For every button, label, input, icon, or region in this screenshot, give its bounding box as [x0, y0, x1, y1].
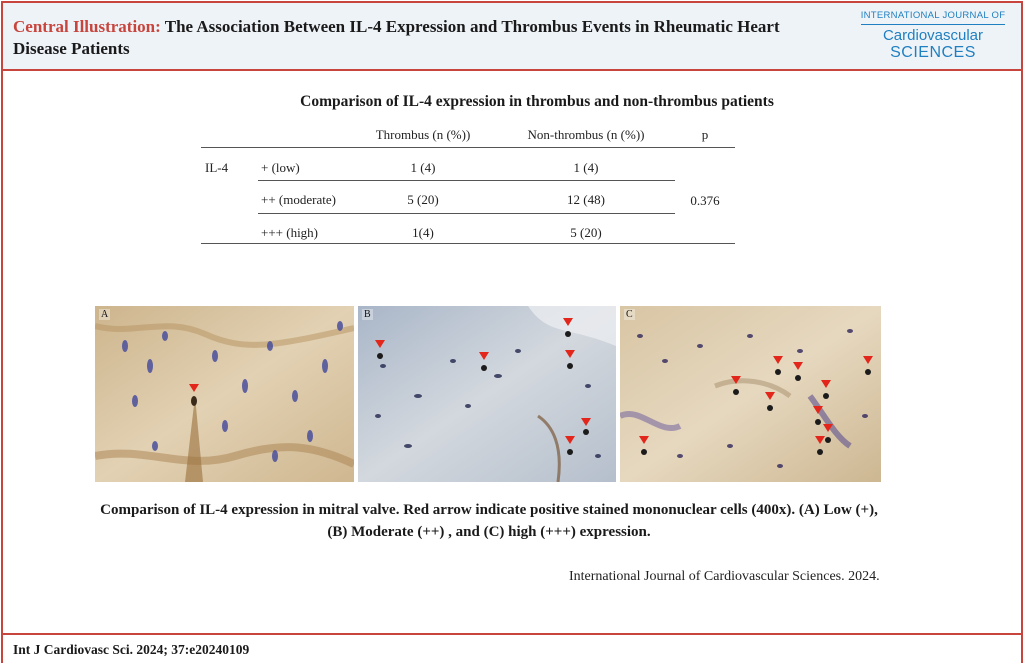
logo-divider	[861, 24, 1005, 25]
panel-c-image	[620, 306, 881, 482]
logo-line-cardio: Cardiovascular	[882, 27, 984, 44]
row-group-label: IL-4	[205, 160, 229, 175]
table-top-rule	[201, 147, 735, 148]
panel-a-letter: A	[101, 309, 109, 320]
cell-thrombus-high: 1(4)	[412, 225, 434, 240]
microscopy-panels	[95, 306, 881, 482]
title-lead: Central Illustration:	[13, 17, 161, 36]
cell-thrombus-low: 1 (4)	[410, 160, 436, 175]
table-bottom-rule	[201, 243, 735, 244]
row-level-moderate: ++ (moderate)	[261, 192, 336, 207]
logo-line-journal: INTERNATIONAL JOURNAL OF	[860, 10, 1006, 21]
cell-non-thrombus-moderate: 12 (48)	[567, 192, 605, 207]
row-level-high: +++ (high)	[261, 225, 319, 240]
panel-b-letter: B	[364, 309, 371, 320]
cell-thrombus-moderate: 5 (20)	[407, 192, 439, 207]
col-header-p: p	[701, 127, 709, 142]
panel-b	[358, 306, 616, 482]
table-title: Comparison of IL-4 expression in thrombus and non-thrombus patients	[300, 93, 774, 110]
footer-bar	[3, 633, 1021, 663]
panel-c-letter: C	[626, 309, 633, 320]
header-bar	[3, 3, 1021, 71]
footer-citation: Int J Cardiovasc Sci. 2024; 37:e20240109	[13, 642, 250, 657]
table-row-rule-1	[258, 180, 675, 181]
page-title	[13, 16, 833, 60]
journal-citation: International Journal of Cardiovascular Sciences. 2024.	[569, 569, 880, 584]
logo-line-sciences: SCIENCES	[890, 44, 976, 61]
panel-a-image	[95, 306, 354, 482]
table-row-rule-2	[258, 213, 675, 214]
title-text: The Association Between IL-4 Expression and Thrombus Events in Rheumatic Heart Disease Patients	[13, 17, 780, 58]
col-header-thrombus: Thrombus (n (%))	[375, 127, 471, 142]
col-header-non-thrombus: Non-thrombus (n (%))	[527, 127, 645, 142]
figure-caption: Comparison of IL-4 expression in mitral valve. Red arrow indicate positive stained mononuclear cells (400x). (A) Low (+), (B) Moderate (++) , and (C) high (+++) expression.	[100, 502, 878, 540]
panel-a	[95, 306, 354, 482]
cell-p-value: 0.376	[690, 193, 720, 208]
cell-non-thrombus-low: 1 (4)	[573, 160, 599, 175]
journal-logo	[855, 9, 1011, 67]
row-level-low: + (low)	[261, 160, 300, 175]
panel-b-image	[358, 306, 616, 482]
illustration-frame	[1, 1, 1023, 663]
panel-c	[620, 306, 881, 482]
cell-non-thrombus-high: 5 (20)	[570, 225, 602, 240]
